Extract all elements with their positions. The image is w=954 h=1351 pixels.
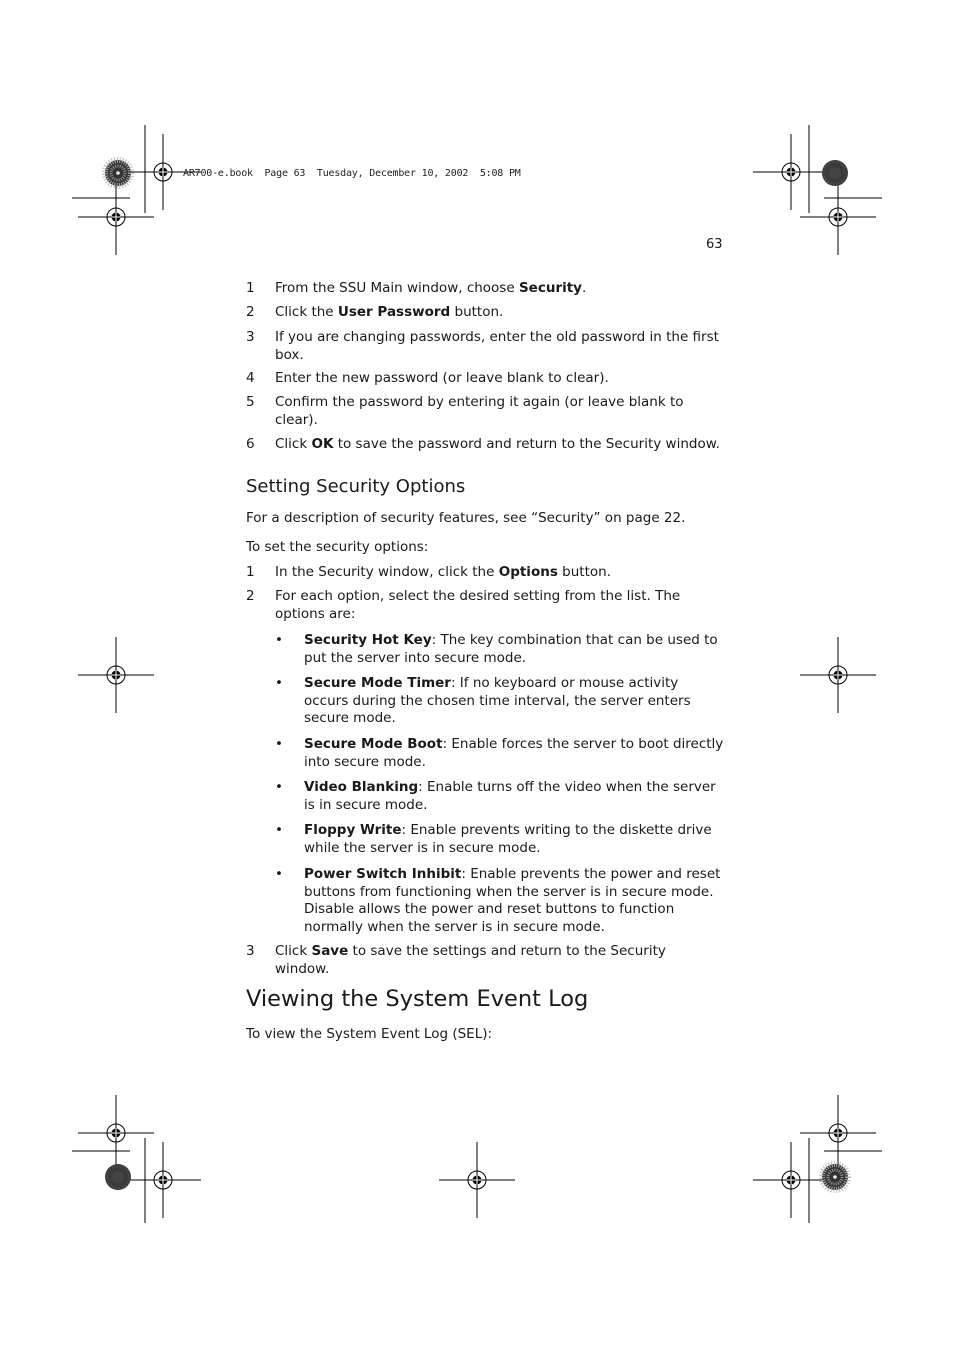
bullet-item: • Secure Mode Boot: Enable forces the server to boot directly into secure mode. xyxy=(275,736,724,770)
list-item: 1 In the Security window, click the Options button. xyxy=(246,564,611,580)
bullet-item: • Floppy Write: Enable prevents writing to the diskette drive while the server is in secure mode. xyxy=(275,822,712,856)
bullet-icon: • xyxy=(275,779,283,795)
list-item: 6 Click OK to save the password and return to the Security window. xyxy=(246,436,720,452)
bullet-item: • Video Blanking: Enable turns off the video when the server is in secure mode. xyxy=(275,779,716,813)
list-item: 3 If you are changing passwords, enter the old password in the first box. xyxy=(246,329,719,363)
print-slug: AR700-e.book Page 63 Tuesday, December 10, 2002 5:08 PM xyxy=(183,168,521,179)
bullet-item: • Power Switch Inhibit: Enable prevents the power and reset buttons from functioning when the server is in secure mode. Disable allows the power and reset buttons to function normally when the server is in secure mode. xyxy=(275,866,721,935)
sel-paragraph: To view the System Event Log (SEL): xyxy=(246,1026,493,1042)
lead-paragraph: To set the security options: xyxy=(246,539,429,555)
list-item: 3 Click Save to save the settings and return to the Security window. xyxy=(246,943,666,977)
bullet-icon: • xyxy=(275,675,283,691)
bullet-icon: • xyxy=(275,866,283,882)
main-heading: Viewing the System Event Log xyxy=(246,986,589,1012)
list-item: 2 For each option, select the desired setting from the list. The options are: xyxy=(246,588,681,622)
list-item: 4 Enter the new password (or leave blank to clear). xyxy=(246,370,609,386)
list-item: 2 Click the User Password button. xyxy=(246,304,504,320)
bullet-icon: • xyxy=(275,822,283,838)
intro-paragraph: For a description of security features, see “Security” on page 22. xyxy=(246,510,686,526)
bullet-icon: • xyxy=(275,736,283,752)
page-number: 63 xyxy=(706,237,723,252)
list-item: 5 Confirm the password by entering it again (or leave blank to clear). xyxy=(246,394,684,428)
bullet-item: • Secure Mode Timer: If no keyboard or mouse activity occurs during the chosen time interval, the server enters secure mode. xyxy=(275,675,691,726)
bullet-icon: • xyxy=(275,632,283,648)
list-item: 1 From the SSU Main window, choose Security. xyxy=(246,280,587,296)
section-heading: Setting Security Options xyxy=(246,476,466,497)
bullet-item: • Security Hot Key: The key combination that can be used to put the server into secure mode. xyxy=(275,632,718,666)
